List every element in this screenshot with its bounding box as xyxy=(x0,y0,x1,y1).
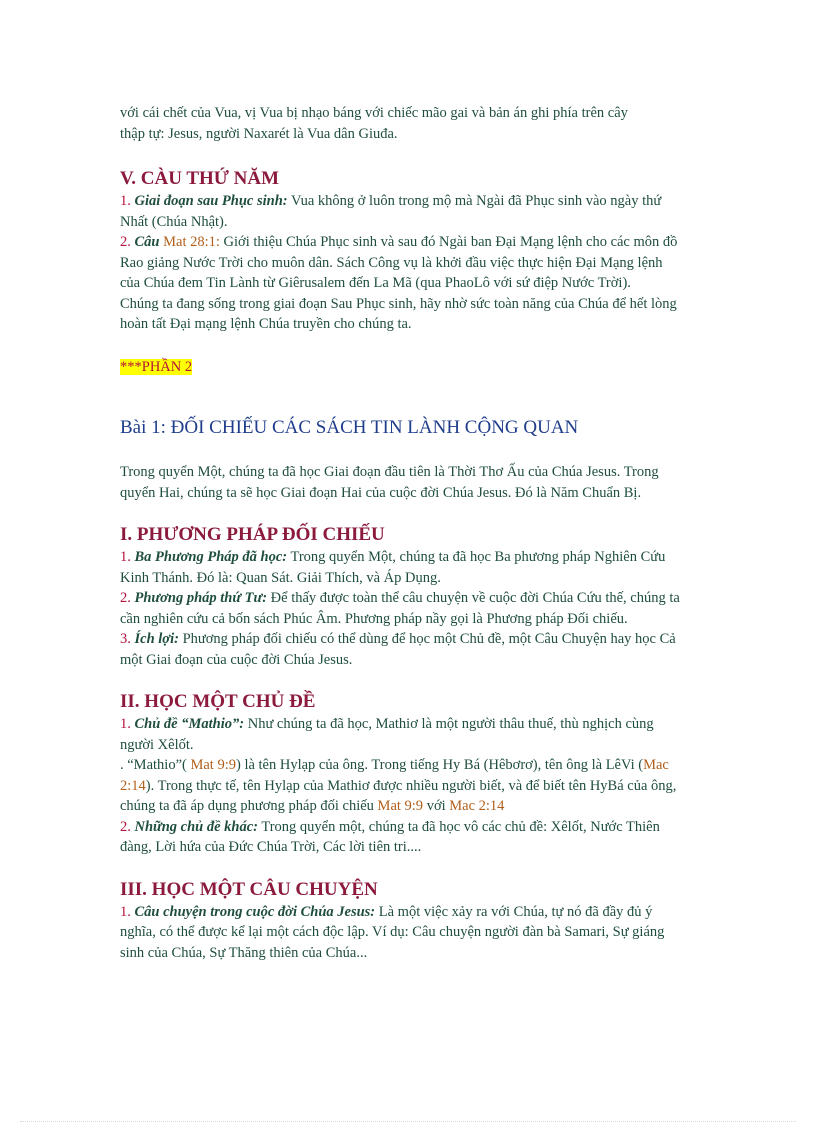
item-text: Vua không ở luôn trong mộ mà Ngài đã Phục sinh vào ngày thứ Nhất (Chúa Nhật). xyxy=(120,193,662,230)
item-label: Câu xyxy=(134,234,160,250)
item-number: 1. xyxy=(120,903,131,920)
section-5-closing: Chúng ta đang sống trong giai đoạn Sau Phục sinh, hãy nhờ sức toàn năng của Chúa để hết lòng hoàn tất Đại mạng lệnh Chúa truyền cho chúng ta. xyxy=(120,295,677,332)
section-5-item-2 xyxy=(120,232,686,294)
paragraph-text: với xyxy=(423,798,450,814)
section-1-heading: I. PHƯƠNG PHÁP ĐỐI CHIẾU xyxy=(120,524,385,545)
item-label: Phương pháp thứ Tư: xyxy=(134,590,268,606)
item-label: Những chủ đề khác: xyxy=(134,818,258,835)
item-text: Để thấy được toàn thể câu chuyện về cuộc đời Chúa Cứu thế, chúng ta cần nghiên cứu cả bốn sách Phúc Âm. Phương pháp nầy gọi là Phương pháp Đối chiếu. xyxy=(120,590,680,627)
intro-paragraph xyxy=(120,103,686,144)
scripture-reference: Mat 9:9 xyxy=(190,757,236,773)
item-number: 1. xyxy=(120,549,131,565)
section-2-item-1 xyxy=(120,714,686,755)
scripture-reference: Mat 9:9 xyxy=(377,798,424,814)
section-3-item-1 xyxy=(120,902,686,964)
scripture-reference: Mac 2:14 xyxy=(120,757,669,794)
intro-line-2: thập tự: Jesus, người Naxarét là Vua dân Giuđa. xyxy=(120,125,398,142)
item-text: Trong quyển một, chúng ta đã học vô các chủ đề: Xêlốt, Nước Thiên đàng, Lời hứa của Đức Chúa Trời, Các lời tiên tri.... xyxy=(120,818,660,855)
document-page xyxy=(120,103,686,963)
scripture-reference: Mac 2:14 xyxy=(449,798,505,814)
part-2-marker-line xyxy=(120,357,686,378)
item-number: 1. xyxy=(120,193,131,209)
page-bottom-divider xyxy=(20,1121,796,1122)
item-text: Giới thiệu Chúa Phục sinh và sau đó Ngài ban Đại Mạng lệnh cho các môn đồ Rao giảng Nước Trời cho muôn dân. Sách Công vụ là khởi đầu việc thực hiện Đại Mạng lệnh của Chúa đem Tin Lành từ Giêrusalem đến La Mã (qua PhaoLô với sứ điệp Nước Trời). xyxy=(120,234,678,291)
item-label: Giai đoạn sau Phục sinh: xyxy=(134,193,288,209)
item-number: 1. xyxy=(120,716,131,732)
section-2-mathio-paragraph xyxy=(120,755,686,817)
section-2-item-2 xyxy=(120,817,686,858)
item-label: Ích lợi: xyxy=(134,631,179,647)
section-1-item-3 xyxy=(120,629,686,670)
item-number: 2. xyxy=(120,234,131,250)
lesson-title: Bài 1: ĐỐI CHIẾU CÁC SÁCH TIN LÀNH CỘNG QUAN xyxy=(120,417,579,438)
section-5-heading: V. CÀU THỨ NĂM xyxy=(120,168,280,189)
item-text: Là một việc xảy ra với Chúa, tự nó đã đầy đủ ý nghĩa, có thể được kể lại một cách độc lập. Ví dụ: Câu chuyện người đàn bà Samari, Sự giáng sinh của Chúa, Sự Thăng thiên của Chúa... xyxy=(120,903,665,961)
item-text: Phương pháp đối chiếu có thể dùng để học một Chủ đề, một Câu Chuyện hay học Cả một Giai đoạn của cuộc đời Chúa Jesus. xyxy=(120,631,676,668)
item-label: Câu chuyện trong cuộc đời Chúa Jesus: xyxy=(134,903,376,920)
section-1-item-1 xyxy=(120,547,686,588)
paragraph-text: ). Trong thực tế, tên Hylạp của Mathiơ được nhiều người biết, và để biết tên HyBá của ông, chúng ta đã áp dụng phương pháp đối chiếu xyxy=(120,777,677,814)
item-number: 2. xyxy=(120,818,131,835)
lesson-intro: Trong quyển Một, chúng ta đã học Giai đoạn đầu tiên là Thời Thơ Ấu của Chúa Jesus. Trong quyển Hai, chúng ta sẽ học Giai đoạn Hai của cuộc đời Chúa Jesus. Đó là Năm Chuẩn Bị. xyxy=(120,464,659,501)
item-label: Chủ đề “Mathio”: xyxy=(134,716,245,732)
intro-line-1: với cái chết của Vua, vị Vua bị nhạo báng với chiếc mão gai và bản án ghi phía trên cây xyxy=(120,105,628,121)
section-2-heading: II. HỌC MỘT CHỦ ĐỀ xyxy=(120,691,316,712)
paragraph-text: ) là tên Hylạp của ông. Trong tiếng Hy Bá (Hêbơrơ), tên ông là LêVi ( xyxy=(235,757,644,773)
part-2-marker: ***PHẦN 2 xyxy=(120,358,193,375)
item-number: 2. xyxy=(120,590,131,606)
item-text: Như chúng ta đã học, Mathiơ là một người thâu thuế, thù nghịch cùng người Xêlốt. xyxy=(120,716,654,753)
item-label: Ba Phương Pháp đã học: xyxy=(134,549,288,565)
item-number: 3. xyxy=(120,631,131,647)
scripture-reference: Mat 28:1: xyxy=(159,234,220,250)
paragraph-text: . “Mathio”( xyxy=(120,757,191,773)
item-text: Trong quyển Một, chúng ta đã học Ba phương pháp Nghiên Cứu Kinh Thánh. Đó là: Quan Sát. Giải Thích, và Áp Dụng. xyxy=(120,549,666,586)
section-3-heading: III. HỌC MỘT CÂU CHUYỆN xyxy=(120,878,378,900)
section-5-item-1 xyxy=(120,191,686,232)
section-1-item-2 xyxy=(120,588,686,629)
